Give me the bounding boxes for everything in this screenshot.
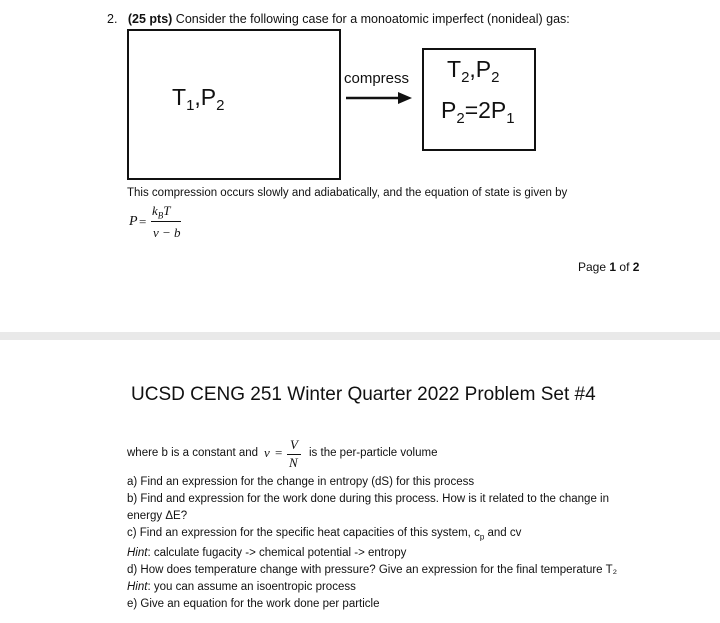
compress-arrow-icon [346, 91, 412, 105]
part-d: d) How does temperature change with pressure? Give an expression for the final temperature T₂ [127, 564, 618, 577]
page-header-title: UCSD CENG 251 Winter Quarter 2022 Problem Set #4 [131, 384, 596, 405]
part-c: c) Find an expression for the specific heat capacities of this system, $c_p$ and cv [127, 527, 522, 542]
question-parts [127, 474, 647, 613]
page-1: 2. (25 pts) Consider the following case for a monoatomic imperfect (nonideal) gas: $T_1,P_2$ compress $T_2,P_2$ $P_2=2P_1$ This compression occurs slowly and adiabatically, and the equation of state is given by P = $k_BT$ v − b Page 1 of 2 [0, 0, 720, 332]
part-b-line-1: b) Find and expression for the work done during this process. How is it related to the change in [127, 493, 609, 505]
process-statement: This compression occurs slowly and adiabatically, and the equation of state is given by [127, 187, 568, 199]
volume-definition-before: where b is a constant and [127, 447, 259, 459]
question-prompt: Consider the following case for a monoatomic imperfect (nonideal) gas: [175, 12, 570, 26]
hint-1: Hint: calculate fugacity -> chemical potential -> entropy [127, 547, 407, 560]
final-state-line-2: $P_2=2P_1$ [441, 97, 515, 127]
part-e: e) Give an equation for the work done per particle [127, 598, 380, 611]
equation-denominator: v − b [153, 225, 181, 240]
final-state-line-1: $T_2,P_2$ [447, 56, 500, 86]
question-number: 2. [107, 12, 118, 26]
volume-var: v [264, 445, 270, 460]
initial-state-label: $T_1,P_2$ [172, 84, 225, 114]
question-line [107, 12, 570, 26]
volume-definition-after: is the per-particle volume [309, 447, 438, 459]
initial-state-box [127, 29, 341, 180]
question-points: (25 pts) [127, 12, 173, 26]
part-b-line-2: energy ΔE? [127, 510, 188, 522]
page-2: UCSD CENG 251 Winter Quarter 2022 Problem Set #4 where b is a constant and v = V N is the per-particle volume a) Find an expression for the change in entropy (dS) for this process b) Find and expression for the work done during this process. How is it related to the change in energy ΔE? c) Find an expression for the specific heat capacities of this system, $c_p$ and cv Hint: calculate fugacity -> chemical potential -> entropy d) How does temperature change with pressure? Give an expression for the final temperature T₂ Hint: you can assume an isoentropic process e) Give an equation for the work done per particle [0, 340, 720, 623]
part-a: a) Find an expression for the change in entropy (dS) for this process [127, 476, 475, 488]
page-number: Page 1 of 2 [578, 260, 640, 274]
equation-numerator: $k_BT$ [152, 203, 171, 221]
hint-2: Hint: you can assume an isoentropic process [127, 581, 356, 594]
volume-denominator: N [289, 455, 298, 470]
compress-label: compress [344, 70, 410, 87]
fraction-bar [151, 221, 181, 222]
volume-numerator: V [290, 437, 298, 452]
page-separator [0, 332, 720, 340]
